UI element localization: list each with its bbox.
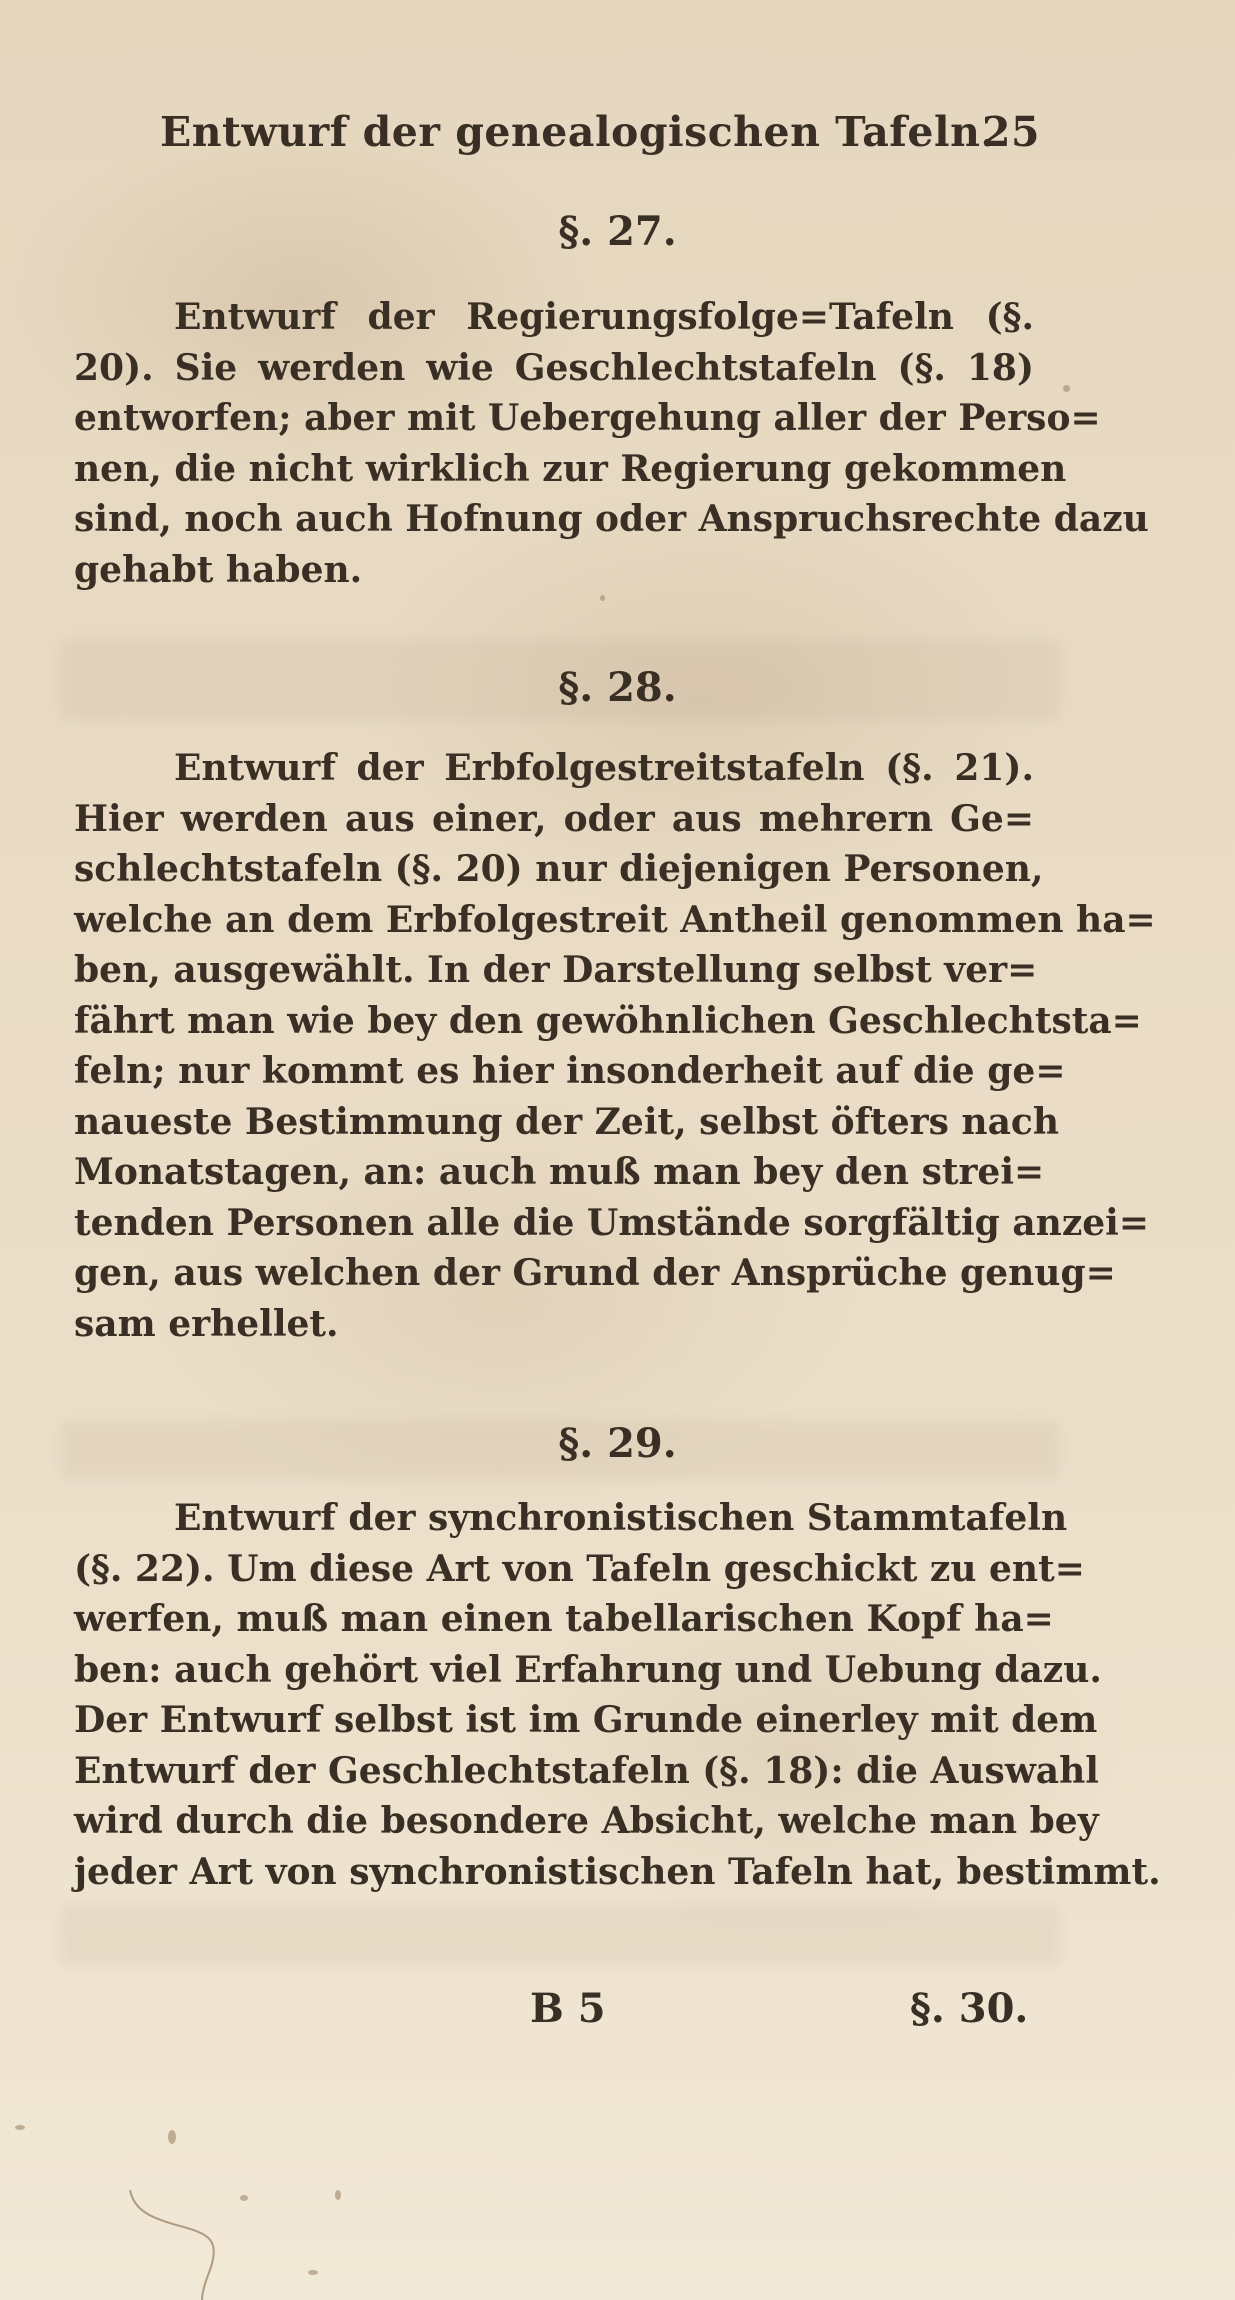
- running-head-title: Entwurf der genealogischen Tafeln.: [160, 108, 996, 156]
- paragraph-28: [74, 743, 1156, 1349]
- text-line: (§. 22). Um diese Art von Tafeln geschickt zu ent=: [74, 1547, 1085, 1590]
- text-line: Entwurf der Erbfolgestreitstafeln (§. 21).: [174, 747, 1034, 789]
- paper-speck: [600, 595, 605, 601]
- paper-speck: [335, 2190, 341, 2200]
- paper-speck: [308, 2270, 318, 2275]
- text-line: gen, aus welchen der Grund der Ansprüche genug=: [74, 1252, 1116, 1294]
- paper-speck: [15, 2125, 25, 2130]
- paragraph-29: [74, 1493, 1161, 1897]
- text-line: Entwurf der Geschlechtstafeln (§. 18): die Auswahl: [74, 1749, 1099, 1792]
- text-line: tenden Personen alle die Umstände sorgfältig anzei=: [74, 1201, 1150, 1244]
- text-line: Hier werden aus einer, oder aus mehrern Ge=: [74, 797, 1034, 840]
- text-line: entworfen; aber mit Uebergehung aller der Perso=: [74, 397, 1101, 439]
- section-heading-28: §. 28.: [558, 664, 677, 711]
- text-line: sam erhellet.: [74, 1302, 339, 1345]
- text-line: Entwurf der Regierungsfolge=Tafeln (§.: [174, 296, 1034, 338]
- catchword: §. 30.: [910, 1985, 1029, 2032]
- page-number: 25: [981, 108, 1040, 156]
- hair-fiber-artifact: [120, 2190, 240, 2300]
- text-line: Monatstagen, an: auch muß man bey den strei=: [74, 1151, 1045, 1193]
- text-line: werfen, muß man einen tabellarischen Kopf ha=: [74, 1598, 1054, 1640]
- text-line: nen, die nicht wirklich zur Regierung gekommen: [74, 447, 1067, 490]
- text-line: welche an dem Erbfolgestreit Antheil genommen ha=: [74, 898, 1156, 941]
- section-heading-27: §. 27.: [558, 208, 677, 255]
- text-line: wird durch die besondere Absicht, welche man bey: [74, 1800, 1099, 1842]
- text-line: feln; nur kommt es hier insonderheit auf die ge=: [74, 1050, 1066, 1092]
- section-heading-29: §. 29.: [558, 1420, 677, 1467]
- paper-speck: [1063, 385, 1070, 392]
- running-head: [160, 108, 1040, 168]
- text-line: 20). Sie werden wie Geschlechtstafeln (§. 18): [74, 346, 1034, 389]
- text-line: schlechtstafeln (§. 20) nur diejenigen Personen,: [74, 848, 1044, 890]
- text-line: sind, noch auch Hofnung oder Anspruchsrechte dazu: [74, 498, 1149, 540]
- paper-speck: [240, 2195, 248, 2201]
- text-line: ben, ausgewählt. In der Darstellung selbst ver=: [74, 949, 1038, 991]
- text-line: ben: auch gehört viel Erfahrung und Uebung dazu.: [74, 1648, 1102, 1691]
- paper-speck: [168, 2130, 176, 2144]
- show-through-text: [60, 1905, 1060, 1965]
- text-line: gehabt haben.: [74, 548, 363, 591]
- text-line: Entwurf der synchronistischen Stammtafeln: [174, 1497, 1068, 1539]
- text-line: Der Entwurf selbst ist im Grunde einerley mit dem: [74, 1699, 1098, 1741]
- text-line: jeder Art von synchronistischen Tafeln hat, bestimmt.: [74, 1850, 1161, 1893]
- signature-mark: B 5: [530, 1985, 606, 2032]
- text-line: fährt man wie bey den gewöhnlichen Geschlechtsta=: [74, 999, 1142, 1042]
- paragraph-27: [74, 292, 1149, 595]
- text-line: naueste Bestimmung der Zeit, selbst öfters nach: [74, 1100, 1060, 1143]
